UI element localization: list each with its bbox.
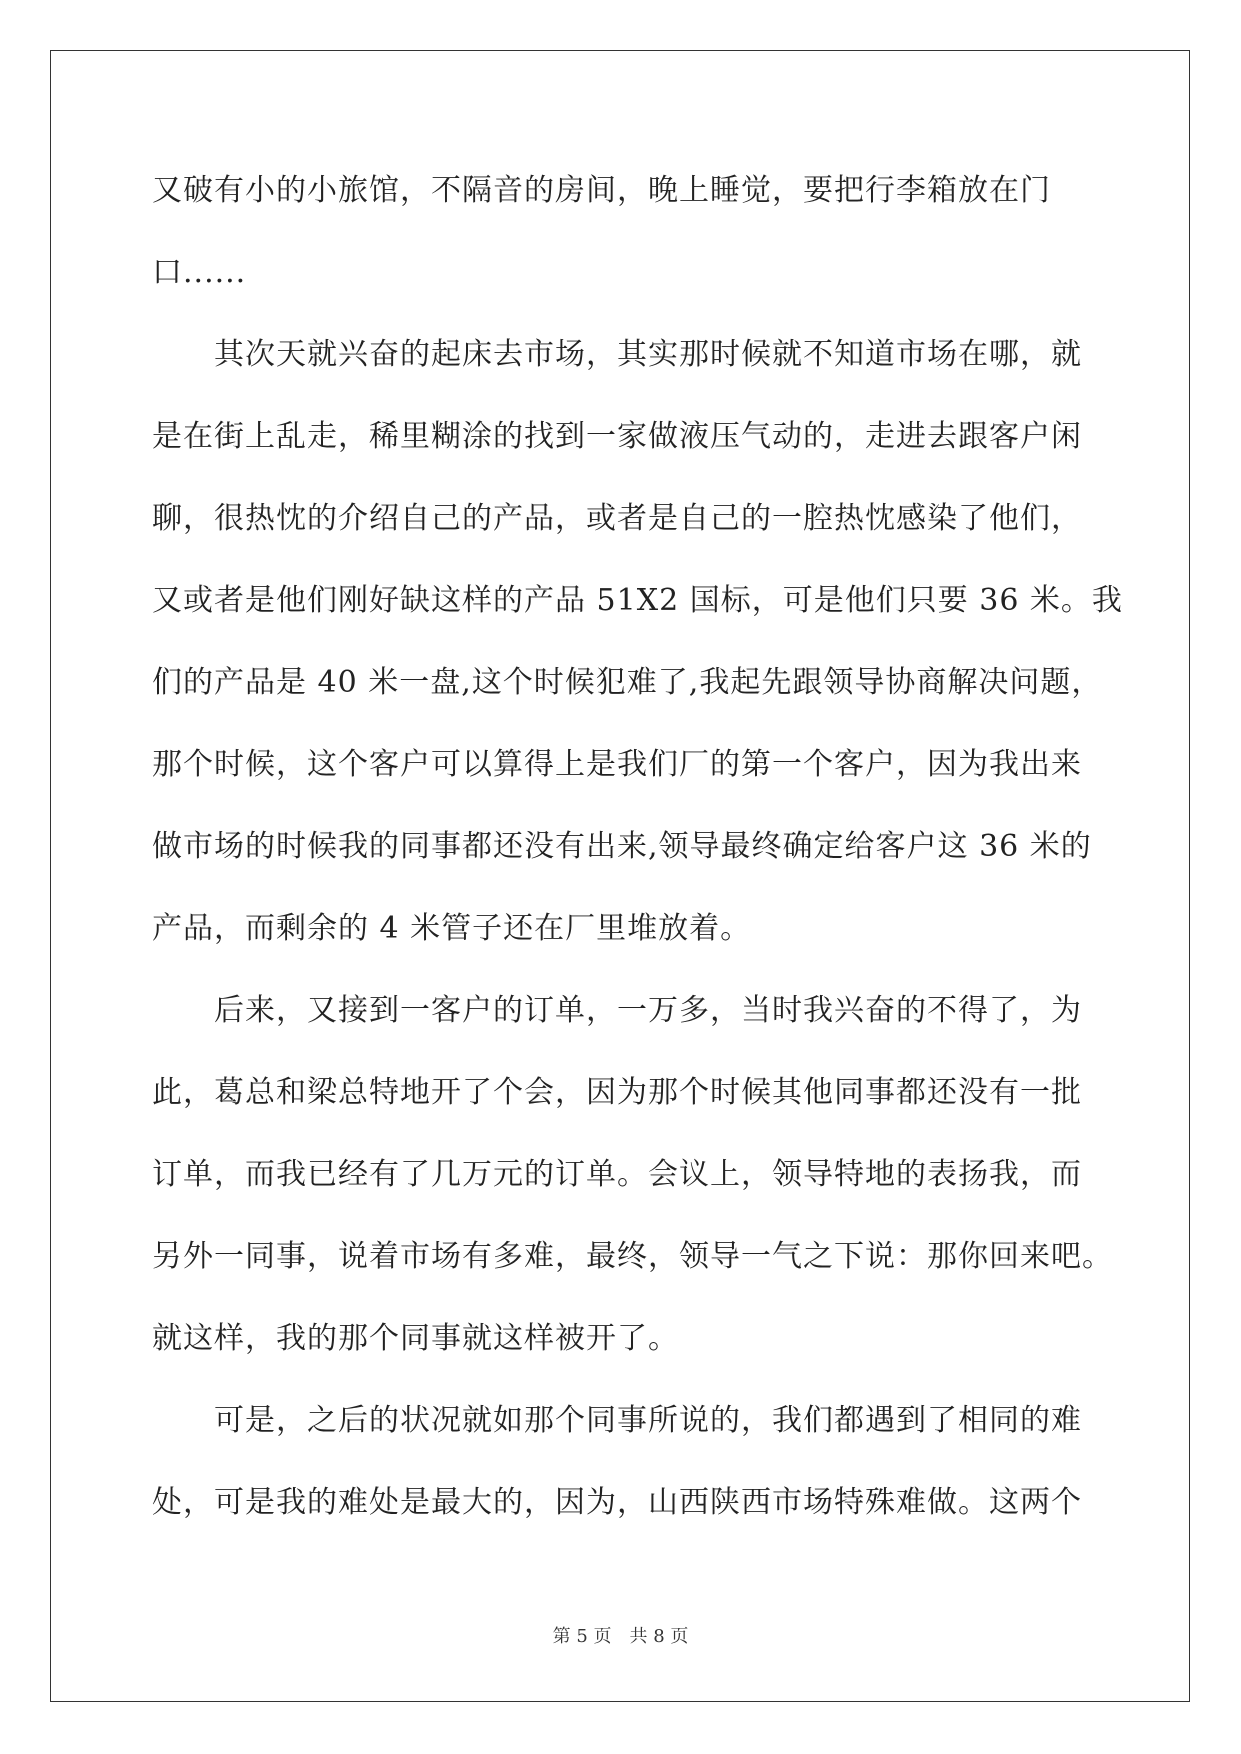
text-line: 此，葛总和梁总特地开了个会，因为那个时候其他同事都还没有一批 xyxy=(152,1075,1082,1110)
text-line: 后来，又接到一客户的订单，一万多，当时我兴奋的不得了，为 xyxy=(152,993,1082,1028)
text-line: 是在街上乱走，稀里糊涂的找到一家做液压气动的，走进去跟客户闲 xyxy=(152,419,1082,454)
text-line: 可是，之后的状况就如那个同事所说的，我们都遇到了相同的难 xyxy=(152,1403,1082,1438)
text-line: 处，可是我的难处是最大的，因为，山西陕西市场特殊难做。这两个 xyxy=(152,1485,1082,1520)
text-line: 就这样，我的那个同事就这样被开了。 xyxy=(152,1321,679,1356)
text-line: 们的产品是 40 米一盘,这个时候犯难了,我起先跟领导协商解决问题， xyxy=(152,665,1103,700)
text-line: 其次天就兴奋的起床去市场，其实那时候就不知道市场在哪，就 xyxy=(152,337,1082,372)
text-line: 产品，而剩余的 4 米管子还在厂里堆放着。 xyxy=(152,911,752,946)
document-body xyxy=(152,150,1123,1544)
text-line: 聊，很热忱的介绍自己的产品，或者是自己的一腔热忱感染了他们， xyxy=(152,501,1082,536)
text-line: 那个时候，这个客户可以算得上是我们厂的第一个客户，因为我出来 xyxy=(152,747,1082,782)
text-line: 又破有小的小旅馆，不隔音的房间，晚上睡觉，要把行李箱放在门 xyxy=(152,173,1051,208)
page-number-footer: 第 5 页 共 8 页 xyxy=(552,1626,689,1647)
text-line: 订单，而我已经有了几万元的订单。会议上，领导特地的表扬我，而 xyxy=(152,1157,1082,1192)
text-line: 做市场的时候我的同事都还没有出来,领导最终确定给客户这 36 米的 xyxy=(152,829,1092,864)
text-line: 另外一同事，说着市场有多难，最终，领导一气之下说：那你回来吧。 xyxy=(152,1239,1113,1274)
text-line: 口...... xyxy=(152,255,247,290)
text-line: 又或者是他们刚好缺这样的产品 51X2 国标，可是他们只要 36 米。我 xyxy=(152,583,1123,618)
